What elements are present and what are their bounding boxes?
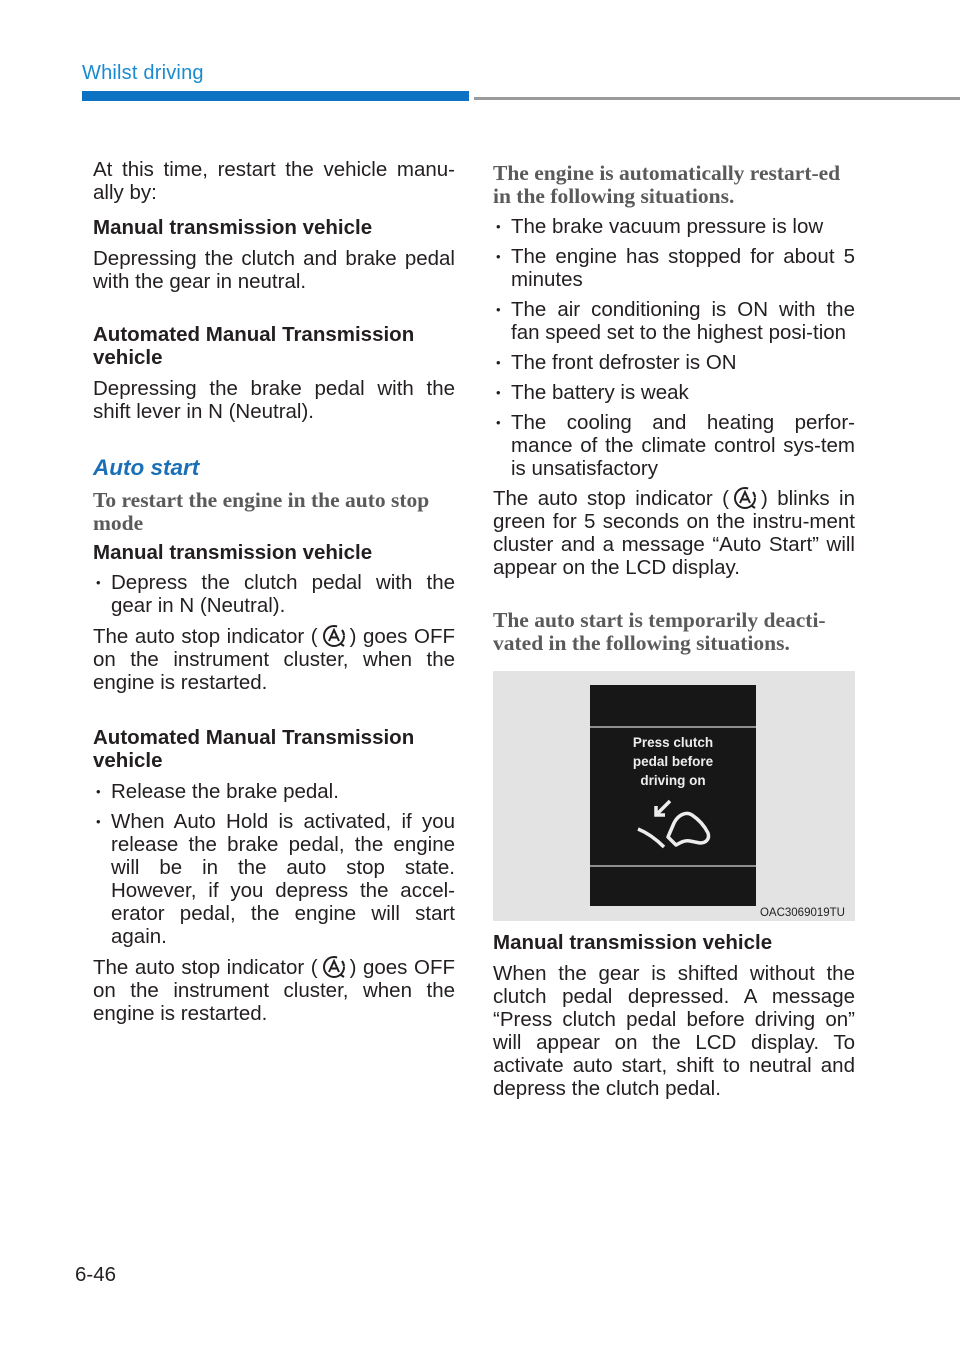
- lcd-message: [590, 733, 756, 790]
- amt-bullet-list: [93, 780, 455, 948]
- page-number: 6-46: [75, 1263, 117, 1286]
- auto-stop-indicator-icon: [321, 956, 347, 978]
- list-item: • When Auto Hold is activated, if you release the brake pedal, the engine will be in the auto stop state. However, if you depress the accel-erator pedal, the engine will start again.: [93, 810, 455, 948]
- mt-heading-1: Manual transmission vehicle: [93, 216, 373, 239]
- mt-bullet-list: [93, 571, 455, 617]
- list-item: • The brake vacuum pressure is low: [493, 215, 855, 238]
- auto-stop-indicator-icon: [321, 625, 347, 647]
- right-column: [493, 162, 855, 1100]
- indicator-text-2: [93, 956, 455, 1025]
- amt-heading-2: Automated Manual Transmission vehicle: [93, 726, 415, 772]
- figure-code: OAC3069019TU: [759, 907, 845, 919]
- section-label: Whilst driving: [82, 62, 204, 84]
- indicator-text-1-after: ) goes OFF on the instrument cluster, when the engine is restarted.: [93, 625, 455, 694]
- clutch-pedal-icon: [634, 795, 714, 853]
- amt-heading-1: Automated Manual Transmission vehicle: [93, 323, 415, 369]
- restart-heading: To restart the engine in the auto stop mode: [93, 488, 430, 535]
- lcd-screen: [590, 685, 756, 906]
- left-column: [93, 158, 455, 1025]
- blink-text-after: ) blinks in green for 5 seconds on the instru-ment cluster and a message “Auto Start” will appear on the LCD display.: [493, 487, 855, 579]
- list-item: • The battery is weak: [493, 381, 855, 404]
- header-rule-blue: [82, 91, 469, 101]
- lcd-divider-bottom: [590, 865, 756, 867]
- list-item: • The front defroster is ON: [493, 351, 855, 374]
- restart-condition-list: [493, 215, 855, 480]
- list-item: • Depress the clutch pedal with the gear in N (Neutral).: [93, 571, 455, 617]
- indicator-text-2-after: ) goes OFF on the instrument cluster, when the engine is restarted.: [93, 956, 455, 1025]
- mt-heading-right: Manual transmission vehicle: [493, 931, 773, 954]
- lcd-figure: [493, 671, 855, 921]
- list-item: • The engine has stopped for about 5 minutes: [493, 245, 855, 291]
- lcd-line-2: pedal before: [632, 754, 714, 769]
- blink-text: [493, 487, 855, 579]
- lcd-line-1: Press clutch: [632, 735, 714, 750]
- intro-text: At this time, restart the vehicle manu-ally by:: [93, 158, 455, 204]
- mt-text-1: Depressing the clutch and brake pedal with the gear in neutral.: [93, 247, 455, 293]
- auto-start-title: Auto start: [93, 455, 200, 480]
- lcd-divider-top: [590, 726, 756, 728]
- lcd-line-3: driving on: [640, 773, 706, 788]
- mt-text-right: When the gear is shifted without the clutch pedal depressed. A message “Press clutch pedal before driving on” will appear on the LCD display. To activate auto start, shift to neutral and depress the clutch pedal.: [493, 962, 855, 1100]
- amt-text-1: Depressing the brake pedal with the shift lever in N (Neutral).: [93, 377, 455, 423]
- auto-stop-indicator-icon: [732, 487, 758, 509]
- list-item: • The air conditioning is ON with the fan speed set to the highest posi-tion: [493, 298, 855, 344]
- indicator-text-1: [93, 625, 455, 694]
- list-item: • The cooling and heating perfor-mance of the climate control sys-tem is unsatisfactory: [493, 411, 855, 480]
- deactivated-heading: The auto start is temporarily deacti-vated in the following situations.: [493, 608, 826, 655]
- header-rule-grey: [474, 97, 960, 100]
- auto-restart-heading: The engine is automatically restart-ed in the following situations.: [493, 161, 841, 208]
- list-item: • Release the brake pedal.: [93, 780, 455, 803]
- blink-text-before: The auto stop indicator (: [493, 487, 729, 510]
- mt-heading-2: Manual transmission vehicle: [93, 541, 373, 564]
- indicator-text-1-before: The auto stop indicator (: [93, 625, 318, 648]
- indicator-text-2-before: The auto stop indicator (: [93, 956, 318, 979]
